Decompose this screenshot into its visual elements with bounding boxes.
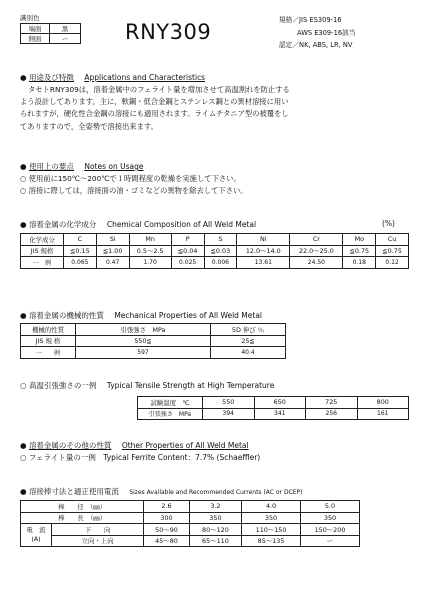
table-cell: 化学成分	[21, 234, 64, 246]
id-row-name: 側面	[21, 34, 50, 44]
bullet: ○	[20, 381, 27, 390]
current-label-cell	[21, 524, 52, 547]
usage-heading	[20, 161, 143, 172]
bullet: ●	[20, 311, 27, 320]
features-heading-en: Applications and Characteristics	[84, 73, 206, 82]
usage-heading-jp: 使用上の要点	[28, 162, 74, 171]
table-cell: Cr	[290, 234, 343, 246]
table-cell: 一 例	[21, 347, 76, 359]
table-row	[21, 257, 409, 269]
table-cell: C	[64, 234, 97, 246]
table-row	[21, 535, 360, 547]
sizes-heading	[20, 486, 303, 497]
table-cell: ≦0.03	[204, 245, 237, 257]
mechanical-heading-jp: 溶着金属の機械的性質	[28, 311, 104, 320]
table-cell: 40.4	[211, 347, 286, 359]
table-cell: 引張強さ MPa	[138, 408, 203, 420]
bullet: ●	[20, 487, 27, 496]
table-cell: 一 例	[21, 257, 64, 269]
hightemp-heading-en: Typical Tensile Strength at High Temperature	[106, 381, 275, 390]
hightemp-table	[137, 396, 409, 420]
mechanical-table	[20, 323, 286, 359]
table-cell: 80～120	[189, 524, 241, 536]
table-cell: 13.61	[237, 257, 290, 269]
features-heading-jp: 用途及び特徴	[28, 73, 74, 82]
table-cell: 550≦	[76, 335, 211, 347]
mechanical-heading-en: Mechanical Properties of All Weld Metal	[114, 311, 263, 320]
table-row	[138, 397, 409, 409]
bullet: ●	[20, 162, 27, 171]
id-color-label: 識別色	[20, 14, 40, 22]
bullet: ●	[20, 441, 27, 450]
table-cell: 161	[357, 408, 409, 420]
features-line: よう設計してあります。主に，軟鋼・低合金鋼とステンレス鋼との異材溶接に用い	[20, 97, 289, 107]
bullet: ●	[20, 73, 27, 82]
table-cell: S	[204, 234, 237, 246]
table-cell: 50～90	[144, 524, 190, 536]
table-cell: 5.0	[301, 501, 360, 513]
table-cell: JIS 規 格	[21, 335, 76, 347]
table-cell: 350	[242, 512, 301, 524]
chemical-heading	[20, 219, 256, 230]
sizes-table	[20, 500, 360, 547]
features-paragraph	[20, 84, 412, 133]
table-cell: 0.065	[64, 257, 97, 269]
table-cell: 機械的性質	[21, 324, 76, 336]
table-cell: 0.5～2.5	[129, 245, 171, 257]
table-row	[138, 408, 409, 420]
mechanical-heading	[20, 310, 262, 321]
table-cell: 12.0～14.0	[237, 245, 290, 257]
product-title: RNY309	[125, 20, 212, 44]
table-cell: Mo	[343, 234, 376, 246]
table-cell: 110～150	[242, 524, 301, 536]
table-row	[21, 324, 286, 336]
table-cell: 300	[144, 512, 190, 524]
table-row	[21, 335, 286, 347]
table-cell: Cu	[376, 234, 409, 246]
spec-line-jis: 規格／JIS ES309-16	[279, 16, 342, 24]
table-row	[21, 347, 286, 359]
current-unit: (A)	[31, 535, 41, 543]
table-cell: 25≦	[211, 335, 286, 347]
table-cell: Ni	[237, 234, 290, 246]
chemical-unit: (%)	[382, 219, 395, 228]
table-cell: 394	[203, 408, 255, 420]
table-cell: ≦0.04	[171, 245, 204, 257]
id-color-box	[20, 13, 81, 44]
table-row	[21, 34, 81, 44]
table-cell: 24.50	[290, 257, 343, 269]
table-cell: 1.70	[129, 257, 171, 269]
table-cell: 0.18	[343, 257, 376, 269]
hightemp-heading	[20, 380, 274, 391]
table-cell: 650	[254, 397, 306, 409]
usage-note: ○ 溶接に際しては，溶接面の油・ゴミなどの異物を除去して下さい。	[20, 186, 248, 196]
table-cell: 350	[301, 512, 360, 524]
table-cell: 350	[189, 512, 241, 524]
chemical-table	[20, 233, 409, 269]
usage-notes	[20, 173, 412, 197]
table-cell: 0.12	[376, 257, 409, 269]
table-cell: 150～200	[301, 524, 360, 536]
table-cell: Si	[96, 234, 129, 246]
table-cell: 棒 径 （㎜）	[21, 501, 144, 513]
sizes-heading-en: Sizes Available and Recommended Currents (AC or DCEP)	[129, 489, 303, 496]
table-row	[21, 245, 409, 257]
table-cell: 0.47	[96, 257, 129, 269]
table-cell: 45～80	[144, 535, 190, 547]
table-cell: ≦0.15	[64, 245, 97, 257]
table-cell: 立向・上向	[52, 535, 144, 547]
current-label: 電 流	[26, 526, 46, 534]
features-line: タセトRNY309は，溶着金属中のフェライト量を増加させて高温割れを防止する	[28, 85, 290, 94]
table-cell: 試験温度 ℃	[138, 397, 203, 409]
table-cell: 597	[76, 347, 211, 359]
table-cell: ≦0.75	[376, 245, 409, 257]
table-row	[21, 501, 360, 513]
table-cell: ≦1.00	[96, 245, 129, 257]
chemical-heading-en: Chemical Composition of All Weld Metal	[106, 220, 257, 229]
table-cell: ≦0.75	[343, 245, 376, 257]
table-cell: P	[171, 234, 204, 246]
id-row-value: 黒	[50, 24, 81, 34]
other-heading	[20, 440, 249, 451]
table-cell: 0.006	[204, 257, 237, 269]
table-row	[21, 234, 409, 246]
features-heading	[20, 72, 205, 83]
table-cell: 5D 伸び ％	[211, 324, 286, 336]
table-row	[21, 524, 360, 536]
table-cell: 65～110	[189, 535, 241, 547]
spec-line-approvals: 認定／NK, ABS, LR, NV	[279, 41, 353, 49]
features-line: られますが，硬化性合金鋼の溶接にも適用されます。ライムチタニア型の被覆をし	[20, 109, 289, 119]
id-row-value: ー	[50, 34, 81, 44]
table-cell: 0.025	[171, 257, 204, 269]
id-row-name: 端面	[21, 24, 50, 34]
table-cell: ー	[301, 535, 360, 547]
ferrite-line: ○ フェライト量の一例 Typical Ferrite Content：7.7% (Schaeffler)	[20, 453, 261, 462]
features-line: てありますので，全姿勢で溶接出来ます。	[20, 121, 158, 131]
table-cell: 下 向	[52, 524, 144, 536]
chemical-heading-jp: 溶着金属の化学成分	[28, 220, 97, 229]
table-cell: 800	[357, 397, 409, 409]
spec-block	[279, 14, 355, 52]
table-cell: 22.0～25.0	[290, 245, 343, 257]
table-cell: 85～135	[242, 535, 301, 547]
table-row	[21, 24, 81, 34]
table-cell: 棒 長 （㎜）	[21, 512, 144, 524]
table-cell: 725	[306, 397, 358, 409]
table-cell: 4.0	[242, 501, 301, 513]
bullet: ●	[20, 220, 27, 229]
id-color-table	[20, 23, 81, 44]
usage-heading-en: Notes on Usage	[84, 162, 144, 171]
other-heading-en: Other Properties of All Weld Metal	[121, 441, 249, 450]
table-row	[21, 512, 360, 524]
sizes-heading-jp: 溶接棒寸法と適正使用電流	[28, 487, 119, 496]
table-cell: 550	[203, 397, 255, 409]
usage-note: ○ 使用前に150℃～200℃で１時間程度の乾燥を実施して下さい。	[20, 174, 241, 183]
table-cell: JIS 規格	[21, 245, 64, 257]
spec-line-aws: AWS E309-16該当	[297, 28, 356, 37]
hightemp-heading-jp: 高温引張強さの一例	[28, 381, 97, 390]
table-cell: 341	[254, 408, 306, 420]
other-heading-jp: 溶着金属のその他の性質	[28, 441, 112, 450]
table-cell: 2.6	[144, 501, 190, 513]
table-cell: Mn	[129, 234, 171, 246]
table-cell: 引張強さ MPa	[76, 324, 211, 336]
table-cell: 256	[306, 408, 358, 420]
table-cell: 3.2	[189, 501, 241, 513]
